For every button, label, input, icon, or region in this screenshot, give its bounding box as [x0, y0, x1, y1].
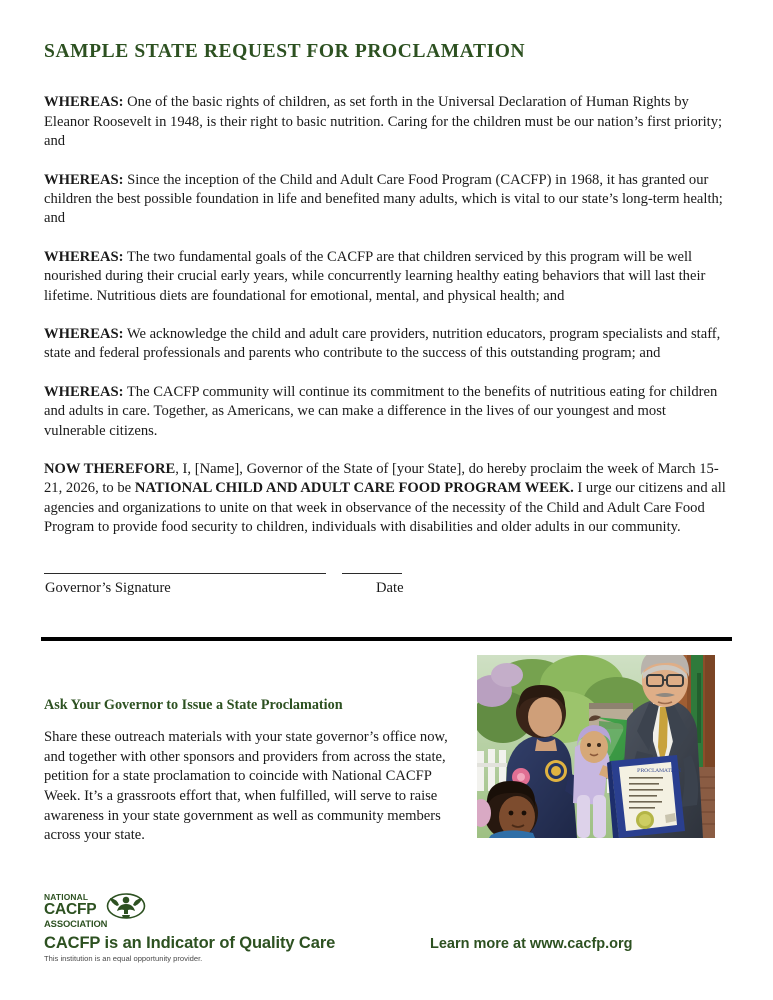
governor-presenting-proclamation-photo: [477, 655, 715, 838]
clause-text-5: The CACFP community will continue its commitment to the benefits of nutritious eating for children and adults in care. Together, as Americans, we can make a difference in the lives of our youngest and most vulnerable citizens.: [44, 383, 718, 439]
logo-line-cacfp: CACFP: [44, 901, 97, 919]
clause-text-3: The two fundamental goals of the CACFP are that children serviced by this program will be well nourished during their crucial early years, while concurrently learning healthy eating behaviors that will last their lifetime. Nutritious diets are foundational for emotional, mental, and physical health; and: [44, 248, 706, 304]
whereas-clause-2: [44, 171, 730, 229]
whereas-clause-3: [44, 248, 730, 306]
resolution-emphasis: NATIONAL CHILD AND ADULT CARE FOOD PROGRAM WEEK.: [134, 480, 574, 497]
page-title: SAMPLE STATE REQUEST FOR PROCLAMATION: [44, 41, 526, 62]
clause-lead-2: WHEREAS:: [44, 171, 124, 188]
svg-text:PROCLAMATION: PROCLAMATION: [637, 768, 682, 774]
clause-text-1: One of the basic rights of children, as set forth in the Universal Declaration of Human Rights by Eleanor Roosevelt in 1948, is their right to basic nutrition. Caring for the children must be our nation’s first priority; and: [44, 94, 723, 150]
cacfp-logo: [44, 893, 136, 929]
whereas-clause-1: [44, 93, 730, 151]
clause-lead-3: WHEREAS:: [44, 248, 124, 265]
cacfp-emblem-icon: [106, 893, 146, 921]
clause-lead-4: WHEREAS:: [44, 326, 124, 343]
whereas-clause-4: [44, 325, 730, 364]
resolution-lead: NOW THEREFORE: [44, 461, 176, 478]
logo-line-association: ASSOCIATION: [44, 917, 108, 929]
resolution-clause: [44, 460, 730, 538]
clause-text-2: Since the inception of the Child and Adult Care Food Program (CACFP) in 1968, it has granted our children the best possible foundation in life and benefited many adults, which is vital to our state’s long-term health; and: [44, 171, 723, 227]
signature-label: Governor’s Signature: [45, 580, 171, 596]
clause-lead-5: WHEREAS:: [44, 383, 124, 400]
proclamation-section: [44, 40, 730, 538]
date-rule: [342, 573, 402, 574]
outreach-heading: Ask Your Governor to Issue a State Proclamation: [44, 697, 343, 713]
resolution-text-part2: I urge our citizens and all agencies and organizations to unite on that week in observance of the necessity of the Child and Adult Care Food Program to provide food security to children, individuals with disabilities and older adults in our community.: [44, 480, 726, 536]
learn-more-link[interactable]: Learn more at www.cacfp.org: [430, 936, 633, 952]
signature-area: [44, 560, 730, 610]
outreach-body: Share these outreach materials with your state governor’s office now, and together with other sponsors and providers from across the state, petition for a state proclamation to coincide with National CACFP Week. It’s a grassroots effort that, when fulfilled, will serve to raise awareness in your state government as well as community members across your state.: [44, 729, 448, 844]
resolution-text-part1: , I, [Name], Governor of the State of [your State], do hereby proclaim the week of March 15-21, 2026, to be: [44, 461, 719, 497]
footer-fineprint: This institution is an equal opportunity provider.: [44, 954, 203, 963]
logo-line-national: NATIONAL: [44, 892, 89, 902]
section-divider: [41, 637, 732, 641]
footer-headline: CACFP is an Indicator of Quality Care: [44, 934, 336, 952]
clause-lead-1: WHEREAS:: [44, 94, 124, 111]
signature-rule: [44, 573, 326, 574]
whereas-clause-5: [44, 383, 730, 441]
clause-text-4: We acknowledge the child and adult care providers, nutrition educators, program specialists and staff, state and federal professionals and parents who contribute to the success of this outstanding program; and: [44, 326, 721, 362]
date-label: Date: [376, 580, 404, 596]
cacfp-logo-wordmark: [44, 893, 110, 928]
outreach-section: [44, 697, 462, 846]
